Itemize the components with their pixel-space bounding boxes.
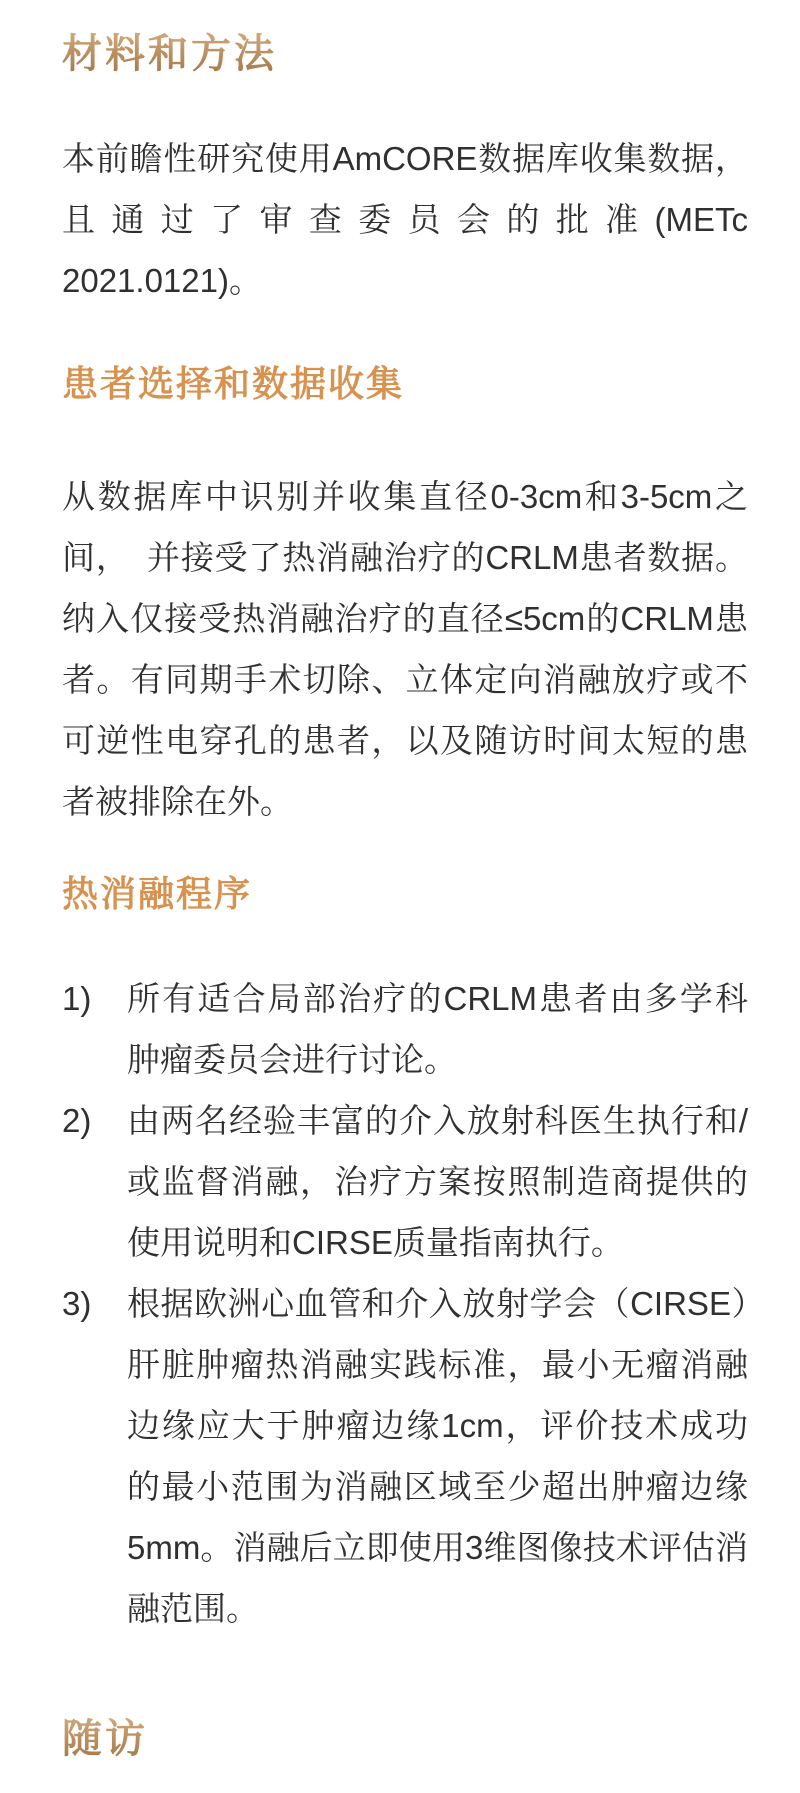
list-item [62,1273,748,1639]
subheading-patient-selection: 患者选择和数据收集 [62,363,405,404]
list-item [62,968,748,1090]
list-item-text: 所有适合局部治疗的CRLM患者由多学科肿瘤委员会进行讨论。 [127,980,748,1078]
list-item-text: 根据欧洲心血管和介入放射学会（CIRSE）肝脏肿瘤热消融实践标准，最小无瘤消融边缘应大于肿瘤边缘1cm，评价技术成功的最小范围为消融区域至少超出肿瘤边缘5mm。消融后立即使用3维图像技术评估消融范围。 [127,1285,748,1627]
section-heading-followup: 随访 [62,1715,748,1763]
patient-selection-paragraph: 从数据库中识别并收集直径0-3cm和3-5cm之间， 并接受了热消融治疗的CRLM患者数据。纳入仅接受热消融治疗的直径≤5cm的CRLM患者。有同期手术切除、立体定向消融放疗或不可逆性电穿孔的患者，以及随访时间太短的患者被排除在外。 [62,478,748,820]
subheading-thermal-ablation-procedure: 热消融程序 [62,873,253,914]
list-item-number: 3) [62,1285,92,1322]
section-heading-materials-and-methods: 材料和方法 [62,30,748,78]
procedure-step-list [62,968,748,1639]
list-item [62,1090,748,1273]
list-item-text: 由两名经验丰富的介入放射科医生执行和/或监督消融，治疗方案按照制造商提供的使用说明和CIRSE质量指南执行。 [127,1102,748,1261]
list-item-number: 1) [62,980,92,1017]
list-item-number: 2) [62,1102,92,1139]
intro-paragraph: 本前瞻性研究使用AmCORE数据库收集数据，且通过了审查委员会的批准(METc 2021.0121)。 [62,140,748,299]
